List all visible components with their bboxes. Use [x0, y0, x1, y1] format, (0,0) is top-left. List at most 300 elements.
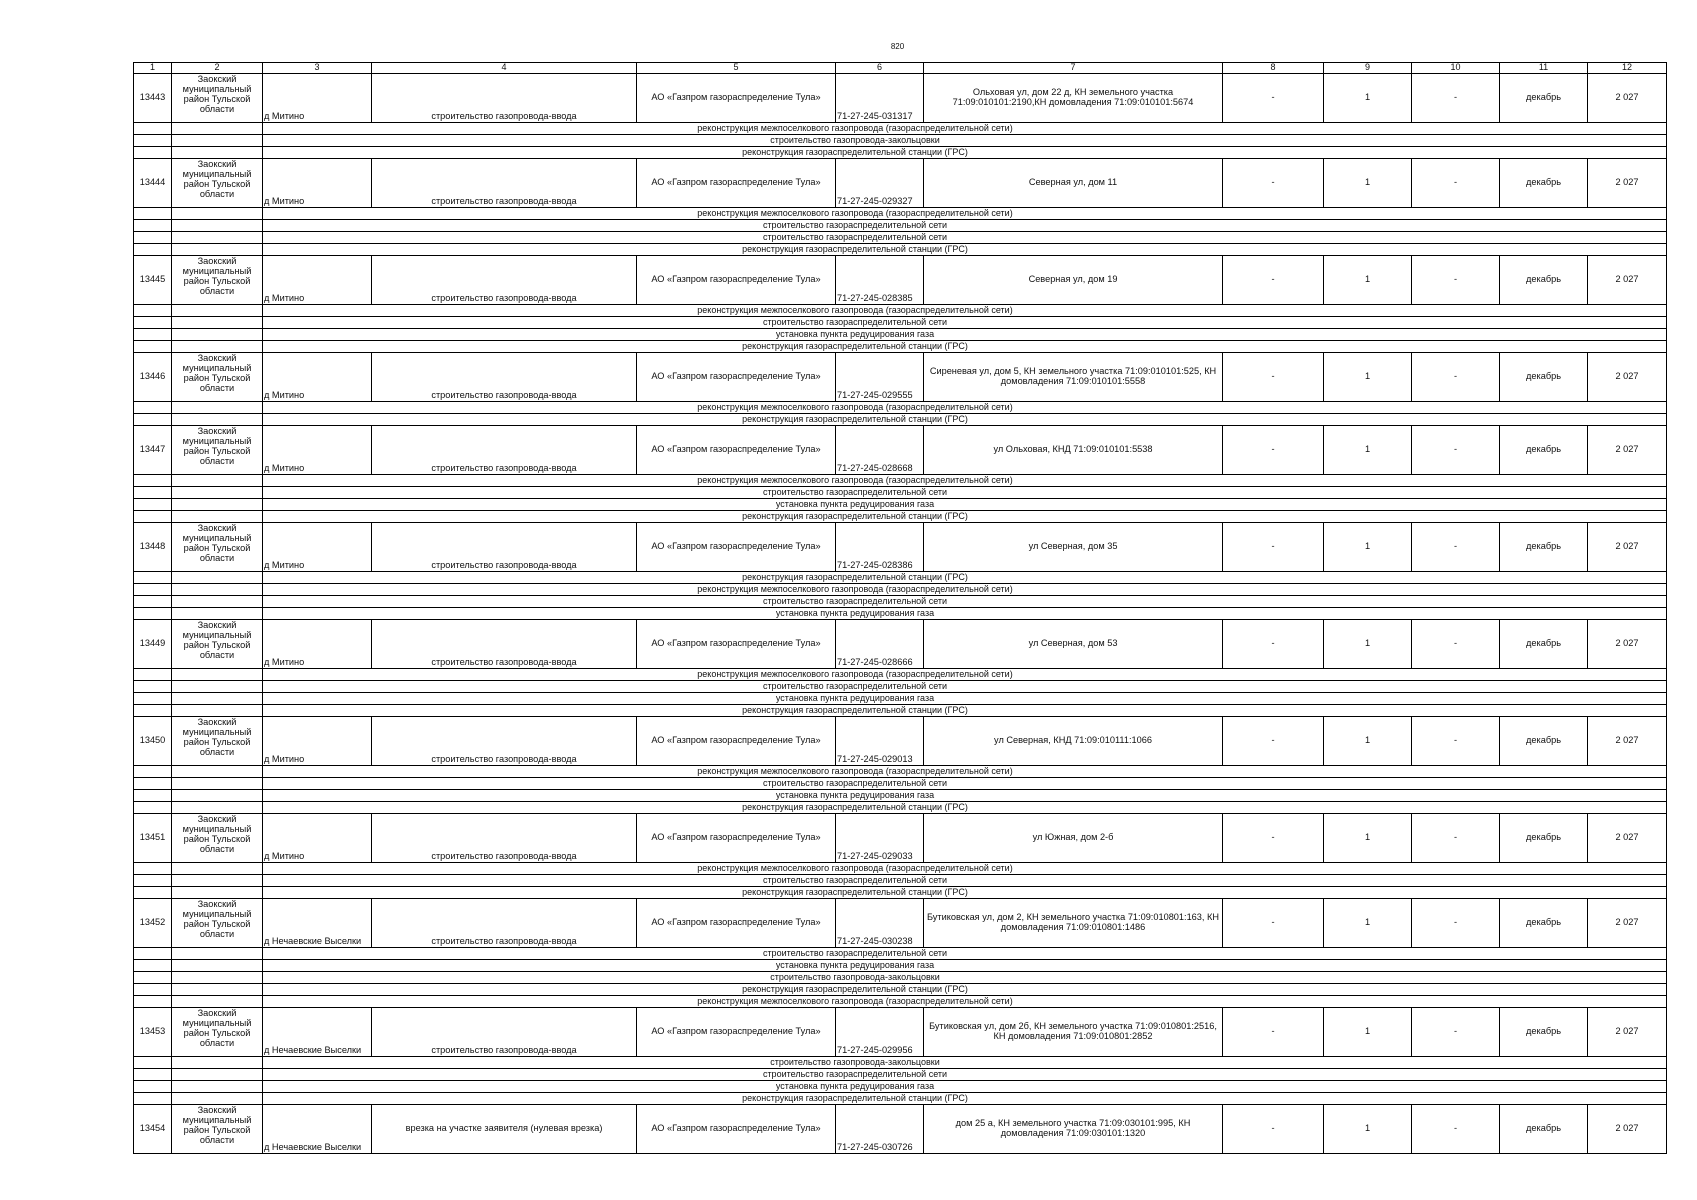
empty-cell [134, 147, 172, 159]
sub-work-row [134, 875, 1667, 887]
quantity-cell: 1 [1324, 74, 1412, 123]
record-row [134, 256, 1667, 305]
month-cell: декабрь [1500, 256, 1588, 305]
record-number: 13446 [134, 353, 172, 402]
empty-cell [172, 1093, 263, 1105]
sub-work-text: строительство газопровода-закольцовки [263, 1057, 1667, 1069]
sub-work-row [134, 960, 1667, 972]
empty-cell [172, 487, 263, 499]
sub-work-row [134, 414, 1667, 426]
address-cell: дом 25 а, КН земельного участка 71:09:030101:995, КН домовладения 71:09:030101:1320 [924, 1105, 1223, 1154]
quantity-cell: 1 [1324, 426, 1412, 475]
month-cell: декабрь [1500, 523, 1588, 572]
organization-cell: АО «Газпром газораспределение Тула» [637, 620, 836, 669]
empty-cell [134, 305, 172, 317]
empty-cell [134, 681, 172, 693]
sub-work-text: реконструкция межпоселкового газопровода (газораспределительной сети) [263, 584, 1667, 596]
sub-work-row [134, 487, 1667, 499]
month-cell: декабрь [1500, 814, 1588, 863]
address-cell: Бутиковская ул, дом 2, КН земельного участка 71:09:010801:163, КН домовладения 71:09:010801:1486 [924, 899, 1223, 948]
sub-work-text: реконструкция межпоселкового газопровода (газораспределительной сети) [263, 123, 1667, 135]
sub-work-text: установка пункта редуцирования газа [263, 608, 1667, 620]
organization-cell: АО «Газпром газораспределение Тула» [637, 426, 836, 475]
empty-cell [134, 123, 172, 135]
col10-cell: - [1412, 620, 1500, 669]
sub-work-text: реконструкция газораспределительной станции (ГРС) [263, 984, 1667, 996]
district-cell: Заокский муниципальный район Тульской области [172, 717, 263, 766]
quantity-cell: 1 [1324, 620, 1412, 669]
application-code-cell: 71-27-245-029013 [836, 717, 924, 766]
sub-work-text: реконструкция газораспределительной станции (ГРС) [263, 414, 1667, 426]
record-number: 13443 [134, 74, 172, 123]
record-number: 13444 [134, 159, 172, 208]
year-cell: 2 027 [1588, 426, 1667, 475]
empty-cell [134, 996, 172, 1008]
settlement-cell: д Митино [263, 426, 372, 475]
settlement-cell: д Митино [263, 256, 372, 305]
organization-cell: АО «Газпром газораспределение Тула» [637, 814, 836, 863]
empty-cell [134, 487, 172, 499]
empty-cell [172, 305, 263, 317]
quantity-cell: 1 [1324, 159, 1412, 208]
col8-cell: - [1223, 159, 1324, 208]
sub-work-text: установка пункта редуцирования газа [263, 693, 1667, 705]
column-header: 4 [372, 63, 637, 74]
sub-work-row [134, 996, 1667, 1008]
sub-work-row [134, 984, 1667, 996]
sub-work-text: строительство газопровода-закольцовки [263, 972, 1667, 984]
quantity-cell: 1 [1324, 1008, 1412, 1057]
work-type-cell: строительство газопровода-ввода [372, 899, 637, 948]
empty-cell [134, 669, 172, 681]
month-cell: декабрь [1500, 899, 1588, 948]
empty-cell [134, 499, 172, 511]
district-cell: Заокский муниципальный район Тульской области [172, 523, 263, 572]
settlement-cell: д Митино [263, 159, 372, 208]
month-cell: декабрь [1500, 159, 1588, 208]
work-type-cell: строительство газопровода-ввода [372, 159, 637, 208]
column-header: 9 [1324, 63, 1412, 74]
empty-cell [134, 220, 172, 232]
empty-cell [172, 596, 263, 608]
sub-work-row [134, 766, 1667, 778]
quantity-cell: 1 [1324, 353, 1412, 402]
sub-work-row [134, 584, 1667, 596]
organization-cell: АО «Газпром газораспределение Тула» [637, 353, 836, 402]
empty-cell [172, 220, 263, 232]
record-row [134, 426, 1667, 475]
sub-work-row [134, 244, 1667, 256]
sub-work-text: установка пункта редуцирования газа [263, 329, 1667, 341]
empty-cell [172, 681, 263, 693]
record-row [134, 1105, 1667, 1154]
empty-cell [172, 511, 263, 523]
settlement-cell: д Митино [263, 814, 372, 863]
sub-work-text: строительство газораспределительной сети [263, 778, 1667, 790]
month-cell: декабрь [1500, 74, 1588, 123]
record-number: 13449 [134, 620, 172, 669]
col8-cell: - [1223, 426, 1324, 475]
sub-work-row [134, 972, 1667, 984]
col8-cell: - [1223, 74, 1324, 123]
empty-cell [172, 778, 263, 790]
year-cell: 2 027 [1588, 523, 1667, 572]
work-type-cell: строительство газопровода-ввода [372, 1008, 637, 1057]
empty-cell [134, 135, 172, 147]
record-number: 13448 [134, 523, 172, 572]
col8-cell: - [1223, 1008, 1324, 1057]
sub-work-text: строительство газораспределительной сети [263, 875, 1667, 887]
sub-work-row [134, 778, 1667, 790]
sub-work-row [134, 499, 1667, 511]
district-cell: Заокский муниципальный район Тульской области [172, 159, 263, 208]
sub-work-row [134, 402, 1667, 414]
empty-cell [172, 244, 263, 256]
empty-cell [134, 572, 172, 584]
sub-work-text: реконструкция межпоселкового газопровода (газораспределительной сети) [263, 996, 1667, 1008]
column-header: 2 [172, 63, 263, 74]
column-number-row [134, 63, 1667, 74]
column-header: 12 [1588, 63, 1667, 74]
sub-work-row [134, 341, 1667, 353]
sub-work-text: строительство газораспределительной сети [263, 232, 1667, 244]
empty-cell [172, 584, 263, 596]
application-code-cell: 71-27-245-029327 [836, 159, 924, 208]
empty-cell [172, 669, 263, 681]
empty-cell [134, 329, 172, 341]
empty-cell [172, 1081, 263, 1093]
empty-cell [172, 608, 263, 620]
month-cell: декабрь [1500, 426, 1588, 475]
year-cell: 2 027 [1588, 717, 1667, 766]
empty-cell [172, 790, 263, 802]
year-cell: 2 027 [1588, 74, 1667, 123]
address-cell: Сиреневая ул, дом 5, КН земельного участка 71:09:010101:525, КН домовладения 71:09:010101:5558 [924, 353, 1223, 402]
empty-cell [134, 596, 172, 608]
sub-work-row [134, 887, 1667, 899]
empty-cell [134, 402, 172, 414]
sub-work-row [134, 123, 1667, 135]
col10-cell: - [1412, 256, 1500, 305]
record-number: 13453 [134, 1008, 172, 1057]
empty-cell [172, 499, 263, 511]
column-header: 1 [134, 63, 172, 74]
quantity-cell: 1 [1324, 814, 1412, 863]
work-type-cell: строительство газопровода-ввода [372, 523, 637, 572]
sub-work-row [134, 608, 1667, 620]
sub-work-row [134, 863, 1667, 875]
col10-cell: - [1412, 74, 1500, 123]
sub-work-text: строительство газораспределительной сети [263, 948, 1667, 960]
sub-work-row [134, 220, 1667, 232]
record-row [134, 717, 1667, 766]
empty-cell [172, 1057, 263, 1069]
empty-cell [172, 341, 263, 353]
address-cell: Северная ул, дом 11 [924, 159, 1223, 208]
sub-work-row [134, 208, 1667, 220]
application-code-cell: 71-27-245-030238 [836, 899, 924, 948]
sub-work-row [134, 669, 1667, 681]
month-cell: декабрь [1500, 1105, 1588, 1154]
settlement-cell: д Митино [263, 353, 372, 402]
empty-cell [134, 984, 172, 996]
sub-work-text: реконструкция газораспределительной станции (ГРС) [263, 511, 1667, 523]
application-code-cell: 71-27-245-029555 [836, 353, 924, 402]
col10-cell: - [1412, 1008, 1500, 1057]
empty-cell [172, 402, 263, 414]
column-header: 11 [1500, 63, 1588, 74]
address-cell: Северная ул, дом 19 [924, 256, 1223, 305]
sub-work-row [134, 802, 1667, 814]
empty-cell [134, 778, 172, 790]
col10-cell: - [1412, 426, 1500, 475]
application-code-cell: 71-27-245-028385 [836, 256, 924, 305]
empty-cell [134, 1057, 172, 1069]
work-type-cell: строительство газопровода-ввода [372, 256, 637, 305]
sub-work-row [134, 572, 1667, 584]
empty-cell [172, 414, 263, 426]
empty-cell [134, 693, 172, 705]
application-code-cell: 71-27-245-028666 [836, 620, 924, 669]
empty-cell [134, 1081, 172, 1093]
sub-work-text: строительство газораспределительной сети [263, 681, 1667, 693]
empty-cell [134, 705, 172, 717]
application-code-cell: 71-27-245-028386 [836, 523, 924, 572]
sub-work-row [134, 329, 1667, 341]
column-header: 6 [836, 63, 924, 74]
year-cell: 2 027 [1588, 256, 1667, 305]
quantity-cell: 1 [1324, 1105, 1412, 1154]
empty-cell [134, 863, 172, 875]
empty-cell [172, 232, 263, 244]
sub-work-row [134, 1081, 1667, 1093]
col8-cell: - [1223, 256, 1324, 305]
column-header: 5 [637, 63, 836, 74]
col8-cell: - [1223, 523, 1324, 572]
organization-cell: АО «Газпром газораспределение Тула» [637, 717, 836, 766]
col10-cell: - [1412, 159, 1500, 208]
record-row [134, 74, 1667, 123]
organization-cell: АО «Газпром газораспределение Тула» [637, 74, 836, 123]
empty-cell [172, 984, 263, 996]
col8-cell: - [1223, 353, 1324, 402]
record-row [134, 353, 1667, 402]
district-cell: Заокский муниципальный район Тульской области [172, 1105, 263, 1154]
empty-cell [134, 887, 172, 899]
sub-work-row [134, 305, 1667, 317]
empty-cell [134, 1069, 172, 1081]
address-cell: Бутиковская ул, дом 2б, КН земельного участка 71:09:010801:2516, КН домовладения 71:09:010801:2852 [924, 1008, 1223, 1057]
empty-cell [172, 572, 263, 584]
column-header: 3 [263, 63, 372, 74]
col10-cell: - [1412, 717, 1500, 766]
empty-cell [172, 1069, 263, 1081]
sub-work-row [134, 948, 1667, 960]
sub-work-text: реконструкция газораспределительной станции (ГРС) [263, 887, 1667, 899]
sub-work-text: реконструкция межпоселкового газопровода (газораспределительной сети) [263, 402, 1667, 414]
record-number: 13454 [134, 1105, 172, 1154]
col8-cell: - [1223, 899, 1324, 948]
settlement-cell: д Митино [263, 717, 372, 766]
record-row [134, 159, 1667, 208]
empty-cell [134, 790, 172, 802]
empty-cell [172, 475, 263, 487]
district-cell: Заокский муниципальный район Тульской области [172, 899, 263, 948]
empty-cell [134, 584, 172, 596]
sub-work-text: реконструкция межпоселкового газопровода (газораспределительной сети) [263, 863, 1667, 875]
application-code-cell: 71-27-245-030726 [836, 1105, 924, 1154]
sub-work-text: реконструкция межпоселкового газопровода (газораспределительной сети) [263, 305, 1667, 317]
empty-cell [134, 766, 172, 778]
empty-cell [134, 341, 172, 353]
sub-work-text: реконструкция газораспределительной станции (ГРС) [263, 1093, 1667, 1105]
record-row [134, 814, 1667, 863]
sub-work-row [134, 693, 1667, 705]
address-cell: ул Северная, дом 53 [924, 620, 1223, 669]
quantity-cell: 1 [1324, 523, 1412, 572]
sub-work-text: установка пункта редуцирования газа [263, 960, 1667, 972]
organization-cell: АО «Газпром газораспределение Тула» [637, 899, 836, 948]
sub-work-row [134, 232, 1667, 244]
empty-cell [172, 766, 263, 778]
empty-cell [172, 972, 263, 984]
sub-work-text: строительство газораспределительной сети [263, 317, 1667, 329]
empty-cell [134, 948, 172, 960]
month-cell: декабрь [1500, 717, 1588, 766]
col10-cell: - [1412, 1105, 1500, 1154]
address-cell: ул Южная, дом 2-б [924, 814, 1223, 863]
record-number: 13445 [134, 256, 172, 305]
sub-work-text: реконструкция газораспределительной станции (ГРС) [263, 147, 1667, 159]
settlement-cell: д Нечаевские Выселки [263, 1105, 372, 1154]
quantity-cell: 1 [1324, 899, 1412, 948]
sub-work-text: реконструкция газораспределительной станции (ГРС) [263, 244, 1667, 256]
sub-work-row [134, 1093, 1667, 1105]
organization-cell: АО «Газпром газораспределение Тула» [637, 256, 836, 305]
sub-work-text: реконструкция межпоселкового газопровода (газораспределительной сети) [263, 669, 1667, 681]
col8-cell: - [1223, 1105, 1324, 1154]
empty-cell [172, 948, 263, 960]
col8-cell: - [1223, 814, 1324, 863]
month-cell: декабрь [1500, 353, 1588, 402]
col8-cell: - [1223, 717, 1324, 766]
col10-cell: - [1412, 523, 1500, 572]
sub-work-text: реконструкция межпоселкового газопровода (газораспределительной сети) [263, 475, 1667, 487]
sub-work-text: реконструкция газораспределительной станции (ГРС) [263, 802, 1667, 814]
work-type-cell: строительство газопровода-ввода [372, 353, 637, 402]
empty-cell [134, 475, 172, 487]
sub-work-text: установка пункта редуцирования газа [263, 790, 1667, 802]
organization-cell: АО «Газпром газораспределение Тула» [637, 523, 836, 572]
sub-work-text: строительство газопровода-закольцовки [263, 135, 1667, 147]
sub-work-row [134, 790, 1667, 802]
record-row [134, 1008, 1667, 1057]
district-cell: Заокский муниципальный район Тульской области [172, 353, 263, 402]
empty-cell [172, 693, 263, 705]
empty-cell [172, 329, 263, 341]
settlement-cell: д Митино [263, 620, 372, 669]
year-cell: 2 027 [1588, 159, 1667, 208]
settlement-cell: д Митино [263, 523, 372, 572]
empty-cell [172, 802, 263, 814]
empty-cell [172, 705, 263, 717]
sub-work-text: реконструкция газораспределительной станции (ГРС) [263, 572, 1667, 584]
empty-cell [172, 135, 263, 147]
empty-cell [134, 232, 172, 244]
settlement-cell: д Митино [263, 74, 372, 123]
col8-cell: - [1223, 620, 1324, 669]
district-cell: Заокский муниципальный район Тульской области [172, 1008, 263, 1057]
application-code-cell: 71-27-245-031317 [836, 74, 924, 123]
record-number: 13447 [134, 426, 172, 475]
empty-cell [134, 960, 172, 972]
empty-cell [172, 147, 263, 159]
sub-work-row [134, 681, 1667, 693]
quantity-cell: 1 [1324, 256, 1412, 305]
month-cell: декабрь [1500, 620, 1588, 669]
district-cell: Заокский муниципальный район Тульской области [172, 426, 263, 475]
sub-work-row [134, 147, 1667, 159]
empty-cell [134, 414, 172, 426]
empty-cell [134, 208, 172, 220]
record-number: 13451 [134, 814, 172, 863]
empty-cell [134, 317, 172, 329]
empty-cell [172, 887, 263, 899]
empty-cell [134, 875, 172, 887]
sub-work-text: строительство газораспределительной сети [263, 487, 1667, 499]
sub-work-text: строительство газораспределительной сети [263, 220, 1667, 232]
district-cell: Заокский муниципальный район Тульской области [172, 74, 263, 123]
empty-cell [172, 317, 263, 329]
record-row [134, 899, 1667, 948]
empty-cell [172, 875, 263, 887]
month-cell: декабрь [1500, 1008, 1588, 1057]
record-number: 13450 [134, 717, 172, 766]
empty-cell [134, 511, 172, 523]
sub-work-row [134, 1069, 1667, 1081]
application-code-cell: 71-27-245-029956 [836, 1008, 924, 1057]
sub-work-text: реконструкция межпоселкового газопровода (газораспределительной сети) [263, 208, 1667, 220]
record-row [134, 620, 1667, 669]
sub-work-row [134, 1057, 1667, 1069]
empty-cell [134, 1093, 172, 1105]
sub-work-text: установка пункта редуцирования газа [263, 1081, 1667, 1093]
year-cell: 2 027 [1588, 1105, 1667, 1154]
address-cell: ул Северная, дом 35 [924, 523, 1223, 572]
settlement-cell: д Нечаевские Выселки [263, 899, 372, 948]
empty-cell [134, 972, 172, 984]
table-body [134, 63, 1667, 1154]
sub-work-text: установка пункта редуцирования газа [263, 499, 1667, 511]
sub-work-row [134, 705, 1667, 717]
empty-cell [172, 996, 263, 1008]
year-cell: 2 027 [1588, 814, 1667, 863]
empty-cell [172, 960, 263, 972]
year-cell: 2 027 [1588, 899, 1667, 948]
record-number: 13452 [134, 899, 172, 948]
col10-cell: - [1412, 814, 1500, 863]
district-cell: Заокский муниципальный район Тульской области [172, 620, 263, 669]
year-cell: 2 027 [1588, 353, 1667, 402]
address-cell: ул Северная, КНД 71:09:010111:1066 [924, 717, 1223, 766]
work-type-cell: строительство газопровода-ввода [372, 620, 637, 669]
year-cell: 2 027 [1588, 620, 1667, 669]
sub-work-row [134, 511, 1667, 523]
col10-cell: - [1412, 899, 1500, 948]
work-type-cell: строительство газопровода-ввода [372, 814, 637, 863]
district-cell: Заокский муниципальный район Тульской области [172, 814, 263, 863]
sub-work-text: строительство газораспределительной сети [263, 1069, 1667, 1081]
